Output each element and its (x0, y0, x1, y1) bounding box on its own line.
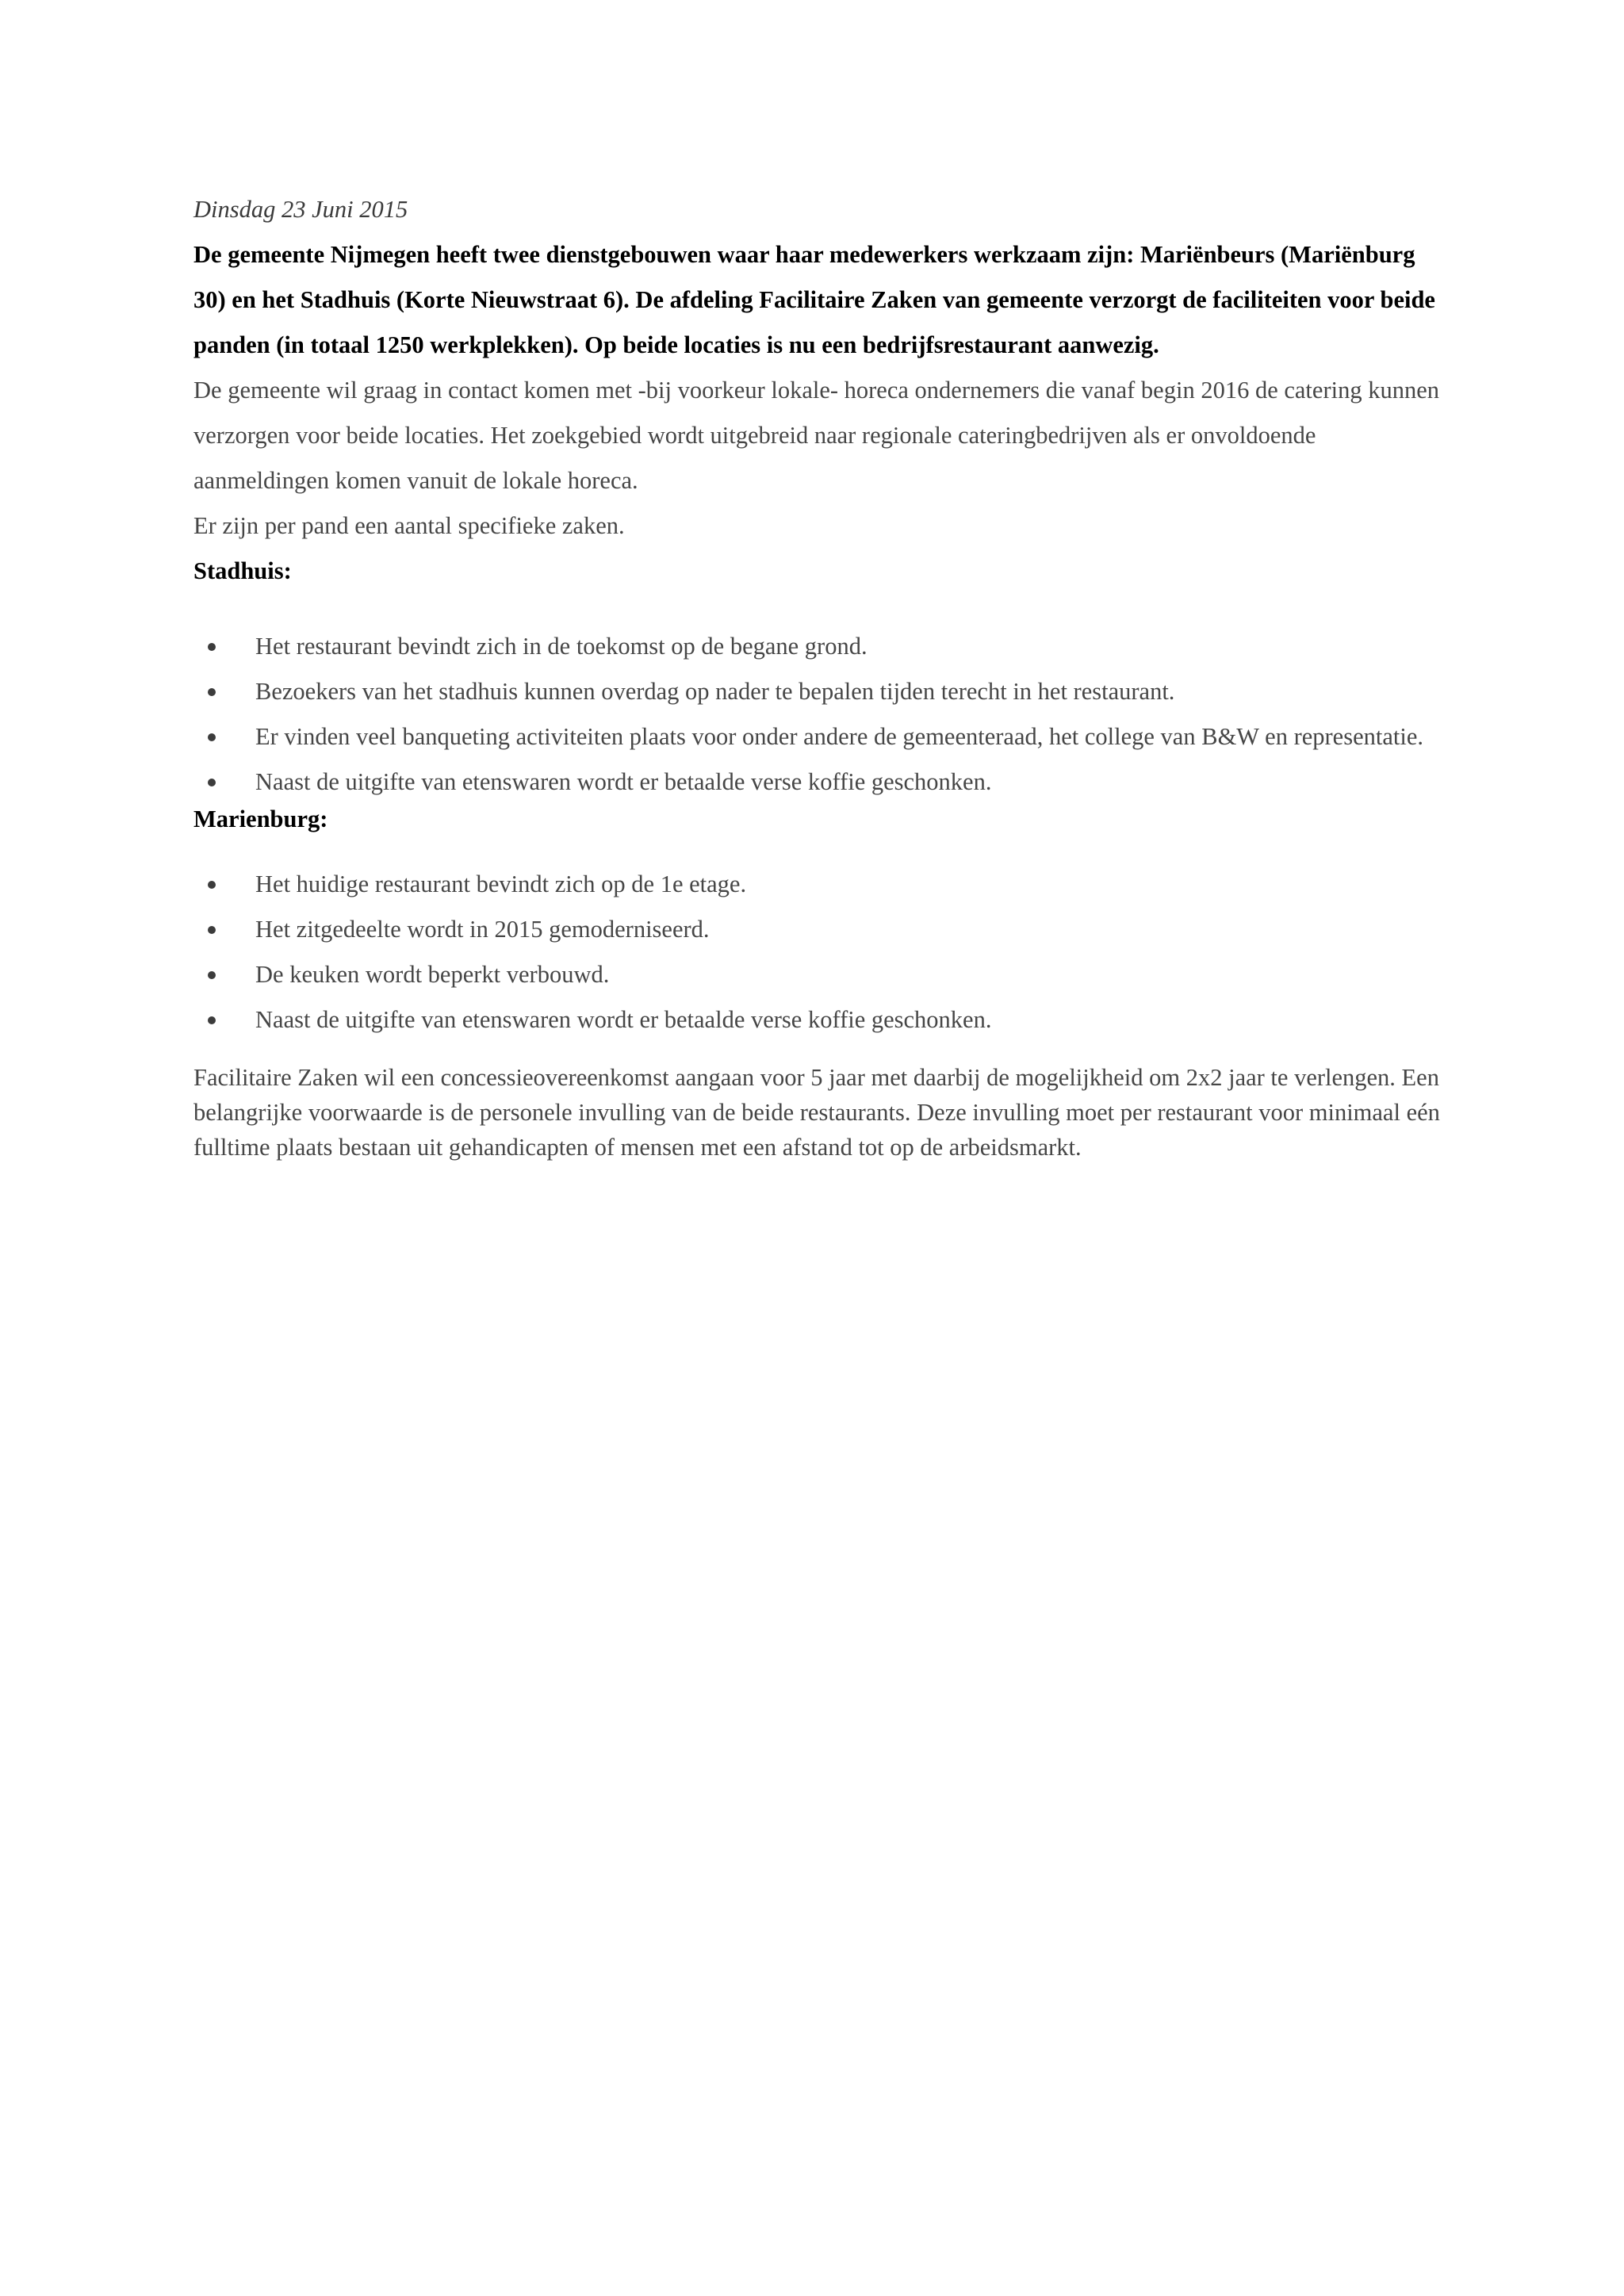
list-item (193, 669, 1446, 714)
bullet-icon (208, 971, 216, 979)
bullet-icon (208, 881, 216, 889)
stadhuis-list (193, 624, 1446, 805)
list-item-text: Naast de uitgifte van etenswaren wordt er betaalde verse koffie geschonken. (255, 768, 992, 795)
list-item (193, 624, 1446, 669)
list-item (193, 997, 1446, 1043)
document-body (193, 187, 1446, 1165)
list-item-text: Er vinden veel banqueting activiteiten plaats voor onder andere de gemeenteraad, het college van B&W en representatie. (255, 723, 1423, 750)
list-item-text: De keuken wordt beperkt verbouwd. (255, 961, 610, 988)
bullet-icon (208, 643, 216, 651)
list-item-text: Bezoekers van het stadhuis kunnen overdag op nader te bepalen tijden terecht in het restaurant. (255, 678, 1175, 705)
list-item-text: Het huidige restaurant bevindt zich op de 1e etage. (255, 871, 747, 897)
section-spacer (193, 594, 1446, 624)
bullet-icon (208, 926, 216, 934)
list-item (193, 952, 1446, 997)
list-item (193, 907, 1446, 952)
body-paragraph-2: Er zijn per pand een aantal specifieke zaken. (193, 512, 625, 539)
list-item (193, 714, 1446, 760)
intro-paragraph: De gemeente Nijmegen heeft twee dienstgebouwen waar haar medewerkers werkzaam zijn: Mariënbeurs (Mariënburg 30) en het Stadhuis (Korte Nieuwstraat 6). De afdeling Facilitaire Zaken van gemeente verzorgt de faciliteiten voor beide panden (in totaal 1250 werkplekken). Op beide locaties is nu een bedrijfsrestaurant aanwezig. (193, 241, 1435, 358)
list-item (193, 862, 1446, 907)
list-item-text: Het zitgedeelte wordt in 2015 gemoderniseerd. (255, 916, 710, 943)
closing-paragraph: Facilitaire Zaken wil een concessieovereenkomst aangaan voor 5 jaar met daarbij de mogelijkheid om 2x2 jaar te verlengen. Een belangrijke voorwaarde is de personele invulling van de beide restaurants. Deze invulling moet per restaurant voor minimaal eén fulltime plaats bestaan uit gehandicapten of mensen met een afstand tot op de arbeidsmarkt. (193, 1064, 1440, 1161)
bullet-icon (208, 779, 216, 786)
document-date: Dinsdag 23 Juni 2015 (193, 196, 408, 223)
bullet-icon (208, 733, 216, 741)
section-heading-marienburg: Marienburg: (193, 806, 328, 832)
bullet-icon (208, 688, 216, 696)
section-spacer (193, 1043, 1446, 1060)
list-item-text: Het restaurant bevindt zich in de toekomst op de begane grond. (255, 633, 868, 660)
marienburg-list (193, 862, 1446, 1043)
section-heading-stadhuis: Stadhuis: (193, 557, 292, 584)
list-item (193, 760, 1446, 805)
list-item-text: Naast de uitgifte van etenswaren wordt er betaalde verse koffie geschonken. (255, 1006, 992, 1033)
section-spacer (193, 833, 1446, 862)
body-paragraph-1: De gemeente wil graag in contact komen met -bij voorkeur lokale- horeca ondernemers die vanaf begin 2016 de catering kunnen verzorgen voor beide locaties. Het zoekgebied wordt uitgebreid naar regionale cateringbedrijven als er onvoldoende aanmeldingen komen vanuit de lokale horeca. (193, 377, 1439, 494)
bullet-icon (208, 1016, 216, 1024)
